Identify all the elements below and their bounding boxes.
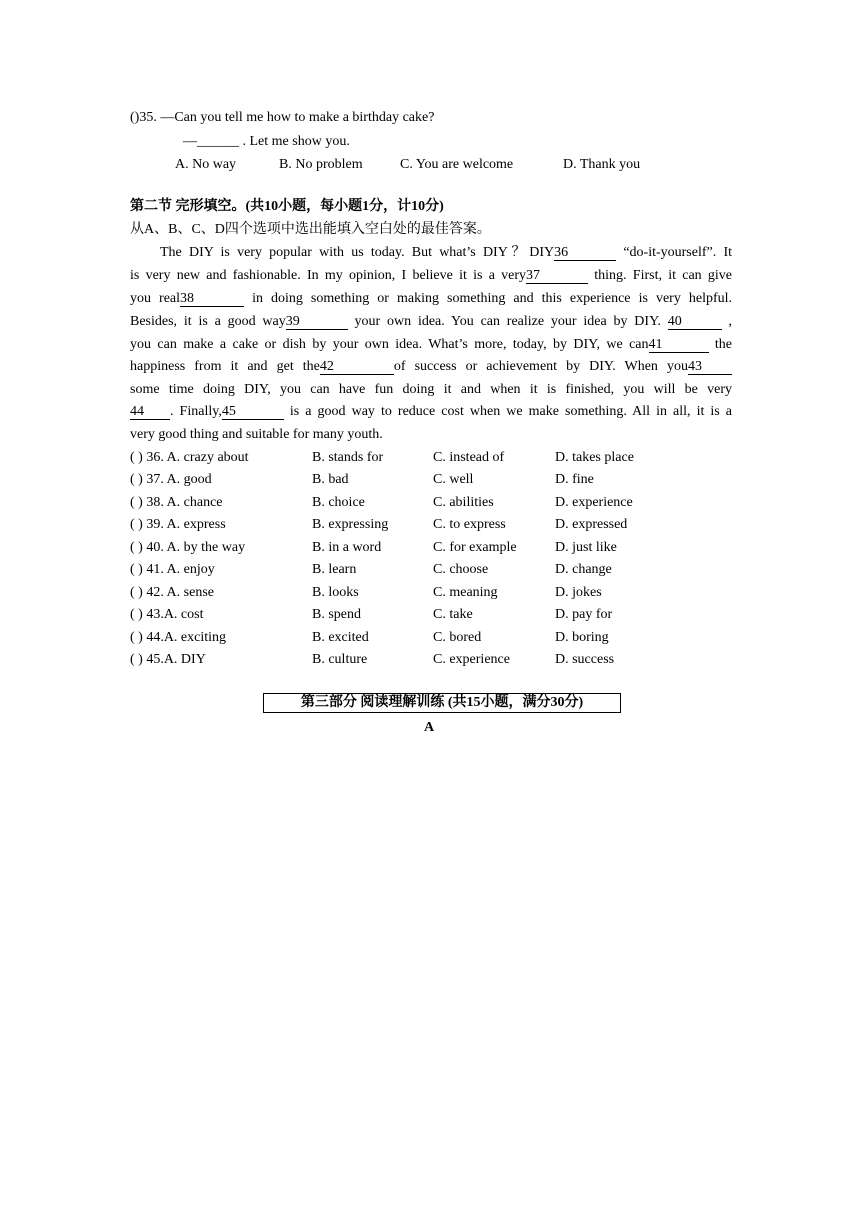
- blank-39: 39: [286, 314, 348, 330]
- question-37-d: D. fine: [555, 472, 594, 487]
- q35-option-d: D. Thank you: [563, 157, 641, 172]
- passage-line-1: The DIY is very popular with us today. But what’s DIY？DIY36 “do-it-yourself”. It: [160, 245, 732, 260]
- question-36-c: C. instead of: [433, 450, 505, 465]
- passage-line-3: you real38 in doing something or making something and this experience is very helpful.: [130, 291, 733, 306]
- question-38-d: D. experience: [555, 495, 633, 510]
- question-41-a: ( ) 41. A. enjoy: [130, 562, 215, 577]
- blank-37: 37: [526, 268, 588, 284]
- blank-45: 45: [222, 404, 284, 420]
- blank-36: 36: [554, 245, 616, 261]
- q35-option-a: A. No way: [175, 157, 237, 172]
- blank-44: 44: [130, 404, 170, 420]
- question-44-d: D. boring: [555, 630, 609, 645]
- passage-line-5: you can make a cake or dish by your own idea. What’s more, today, by DIY, we can41 the: [130, 337, 732, 352]
- passage-line-8: 44 . Finally,45 is a good way to reduce cost when we make something. All in all, it is a: [130, 404, 733, 419]
- question-39-a: ( ) 39. A. express: [130, 517, 226, 532]
- question-40-d: D. just like: [555, 540, 617, 555]
- blank-42: 42: [320, 359, 394, 375]
- reply-rest: . Let me show you.: [239, 134, 350, 149]
- question-39-d: D. expressed: [555, 517, 628, 532]
- question-43-d: D. pay for: [555, 607, 613, 622]
- question-38-a: ( ) 38. A. chance: [130, 495, 223, 510]
- passage-line-4: Besides, it is a good way39 your own idea. You can realize your idea by DIY. 40 ,: [130, 314, 733, 329]
- question-42-b: B. looks: [312, 585, 359, 600]
- question-45-d: D. success: [555, 652, 615, 667]
- question-36-a: ( ) 36. A. crazy about: [130, 450, 249, 465]
- passage-line-2: is very new and fashionable. In my opinion, I believe it is a very37 thing. First, it can give: [130, 268, 732, 283]
- blank-38: 38: [180, 291, 244, 307]
- question-44-b: B. excited: [312, 630, 369, 645]
- question-43-c: C. take: [433, 607, 473, 622]
- answer-paren-open: (: [130, 110, 135, 125]
- q35-option-c: C. You are welcome: [400, 157, 514, 172]
- question-41-c: C. choose: [433, 562, 489, 577]
- question-44-c: C. bored: [433, 630, 482, 645]
- question-35: [130, 109, 434, 127]
- question-45-b: B. culture: [312, 652, 368, 667]
- question-37-c: C. well: [433, 472, 474, 487]
- reply-blank: ______: [197, 134, 239, 149]
- section-3-title: 第三部分 阅读理解训练 (共15小题，满分30分): [263, 693, 621, 713]
- question-38-c: C. abilities: [433, 495, 494, 510]
- section-2-instruction: 从A、B、C、D四个选项中选出能填入空白处的最佳答案。: [130, 222, 491, 237]
- question-38-b: B. choice: [312, 495, 365, 510]
- blank-41: 41: [649, 337, 709, 353]
- passage-line-9: very good thing and suitable for many youth.: [130, 427, 383, 442]
- question-45-a: ( ) 45.A. DIY: [130, 652, 206, 667]
- q35-option-b: B. No problem: [279, 157, 363, 172]
- question-35-stem: 35. —Can you tell me how to make a birthday cake?: [139, 110, 435, 125]
- passage-line-6: happiness from it and get the42 of success or achievement by DIY. When you43: [130, 358, 732, 376]
- question-41-b: B. learn: [312, 562, 357, 577]
- question-43-a: ( ) 43.A. cost: [130, 607, 204, 622]
- reply-dash: —: [183, 134, 197, 149]
- blank-40: 40: [668, 314, 722, 330]
- question-44-a: ( ) 44.A. exciting: [130, 630, 227, 645]
- question-37-b: B. bad: [312, 472, 349, 487]
- question-35-reply: [183, 133, 350, 151]
- question-40-a: ( ) 40. A. by the way: [130, 540, 246, 555]
- question-40-b: B. in a word: [312, 540, 382, 555]
- question-39-c: C. to express: [433, 517, 506, 532]
- question-36-b: B. stands for: [312, 450, 384, 465]
- question-42-c: C. meaning: [433, 585, 498, 600]
- question-45-c: C. experience: [433, 652, 510, 667]
- question-42-a: ( ) 42. A. sense: [130, 585, 214, 600]
- section-3-subtitle: A: [424, 720, 435, 735]
- blank-43: 43: [688, 359, 732, 375]
- answer-paren-close: ): [134, 110, 140, 125]
- question-36-d: D. takes place: [555, 450, 634, 465]
- question-43-b: B. spend: [312, 607, 361, 622]
- question-37-a: ( ) 37. A. good: [130, 472, 212, 487]
- question-41-d: D. change: [555, 562, 612, 577]
- question-40-c: C. for example: [433, 540, 517, 555]
- question-39-b: B. expressing: [312, 517, 389, 532]
- passage-line-7: some time doing DIY, you can have fun doing it and when it is finished, you will be very: [130, 382, 732, 397]
- section-2-heading: 第二节 完形填空。(共10小题，每小题1分，计10分): [130, 199, 444, 214]
- question-42-d: D. jokes: [555, 585, 602, 600]
